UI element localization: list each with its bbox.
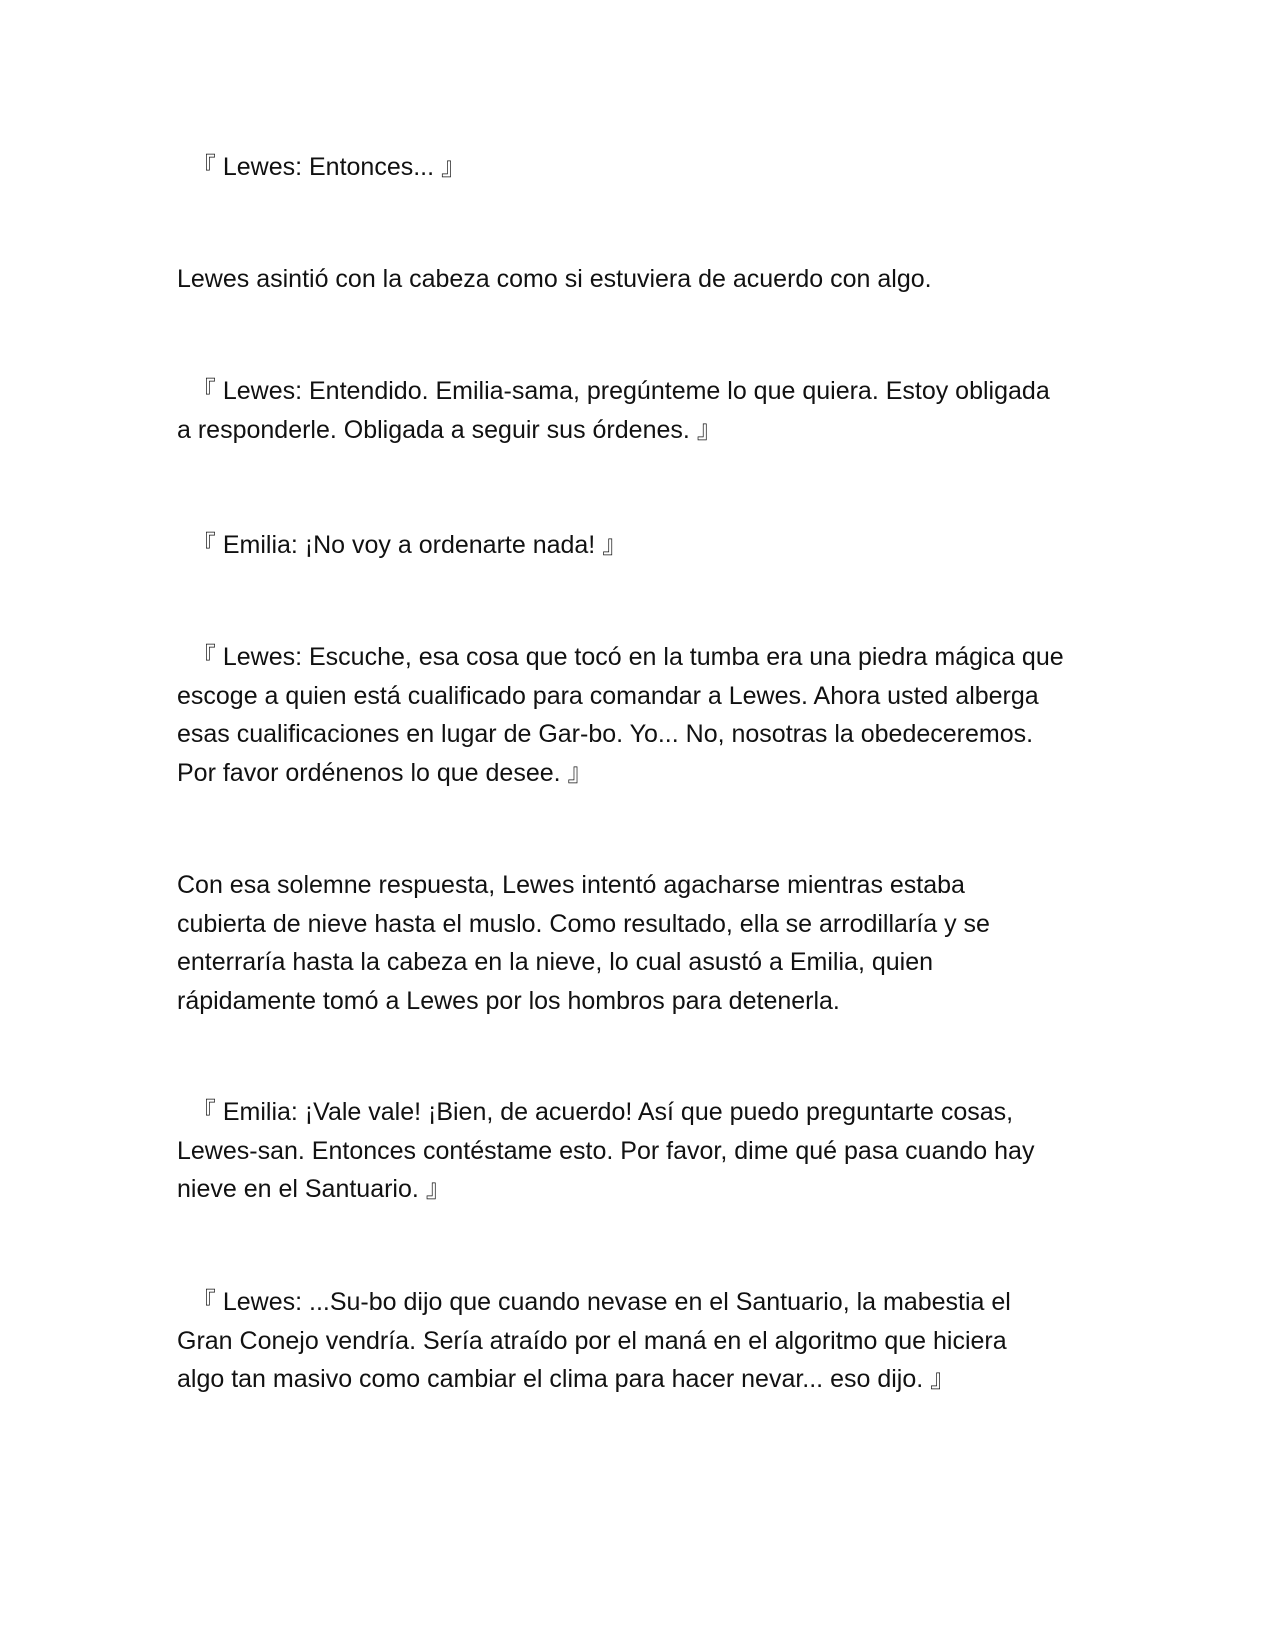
text-line: Por favor ordénenos lo que desee. 』	[177, 758, 593, 787]
text-line: 『 Lewes: Escuche, esa cosa que tocó en la tumba era una piedra mágica que	[177, 643, 1064, 671]
paragraph-lewes-entonces	[177, 148, 1097, 187]
text-line: escoge a quien está cualificado para comandar a Lewes. Ahora usted alberga	[177, 681, 1039, 710]
text-line: Lewes-san. Entonces contéstame esto. Por favor, dime qué pasa cuando hay	[177, 1136, 1035, 1165]
text-line: rápidamente tomó a Lewes por los hombros para detenerla.	[177, 986, 840, 1015]
text-line: Lewes asintió con la cabeza como si estuviera de acuerdo con algo.	[177, 265, 932, 293]
text-line: algo tan masivo como cambiar el clima para hacer nevar... eso dijo. 』	[177, 1365, 956, 1393]
paragraph-emilia-vale	[177, 1093, 1097, 1209]
paragraph-narration-nod	[177, 260, 1097, 299]
text-line: Gran Conejo vendría. Sería atraído por el maná en el algoritmo que hiciera	[177, 1326, 1007, 1355]
text-line: 『 Lewes: Entendido. Emilia-sama, pregúnteme lo que quiera. Estoy obligada	[177, 377, 1050, 405]
text-line: 『 Lewes: ...Su-bo dijo que cuando nevase en el Santuario, la mabestia el	[177, 1288, 1011, 1316]
text-line: esas cualificaciones en lugar de Gar-bo. Yo... No, nosotras la obedeceremos.	[177, 720, 1034, 748]
text-line: Con esa solemne respuesta, Lewes intentó agacharse mientras estaba	[177, 871, 965, 899]
text-line: cubierta de nieve hasta el muslo. Como resultado, ella se arrodillaría y se	[177, 909, 990, 938]
paragraph-lewes-escuche	[177, 638, 1097, 792]
paragraph-lewes-entendido	[177, 372, 1097, 449]
paragraph-narration-solemne	[177, 866, 1097, 1020]
text-line: 『 Lewes: Entonces... 』	[177, 153, 467, 181]
text-line: 『 Emilia: ¡Vale vale! ¡Bien, de acuerdo! Así que puedo preguntarte cosas,	[177, 1098, 1014, 1126]
text-line: a responderle. Obligada a seguir sus órdenes. 』	[177, 415, 722, 444]
text-line: enterraría hasta la cabeza en la nieve, lo cual asustó a Emilia, quien	[177, 948, 934, 976]
paragraph-lewes-su-bo	[177, 1283, 1097, 1399]
text-line: 『 Emilia: ¡No voy a ordenarte nada! 』	[177, 531, 628, 559]
paragraph-emilia-no-ordenar	[177, 526, 1097, 565]
text-line: nieve en el Santuario. 』	[177, 1175, 451, 1203]
